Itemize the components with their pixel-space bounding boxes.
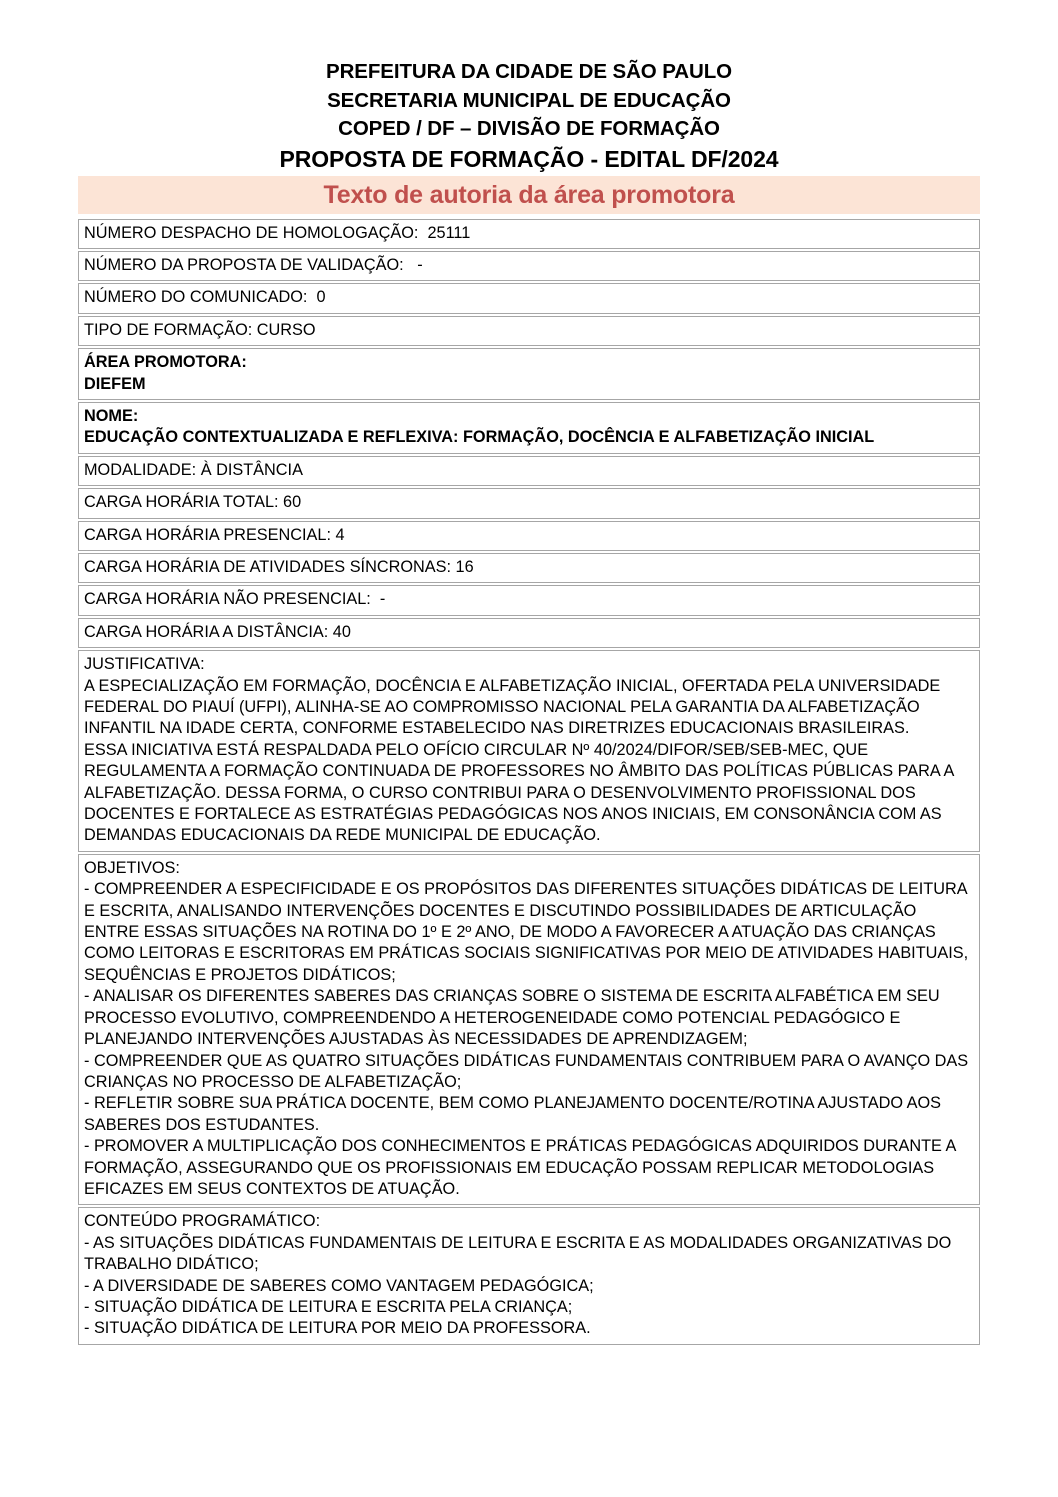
cell-numero-comunicado — [78, 283, 980, 313]
heading-line-prefeitura: PREFEITURA DA CIDADE DE SÃO PAULO — [326, 60, 732, 83]
cell-line: OBJETIVOS: — [84, 858, 180, 877]
cell-line: CARGA HORÁRIA A DISTÂNCIA: 40 — [84, 622, 351, 641]
table-row — [78, 456, 980, 486]
cell-line: CARGA HORÁRIA TOTAL: 60 — [84, 493, 302, 512]
cell-tipo-de-formacao — [78, 316, 980, 346]
cell-line: EDUCAÇÃO CONTEXTUALIZADA E REFLEXIVA: FORMAÇÃO, DOCÊNCIA E ALFABETIZAÇÃO INICIAL — [84, 428, 875, 447]
cell-line: - SITUAÇÃO DIDÁTICA DE LEITURA E ESCRITA PELA CRIANÇA; — [84, 1297, 573, 1316]
table-row — [78, 650, 980, 852]
cell-line: - ANALISAR OS DIFERENTES SABERES DAS CRIANÇAS SOBRE O SISTEMA DE ESCRITA ALFABÉTICA EM SEU PROCESSO EVOLUTIVO, COMPREENDENDO A HETEROGENEIDADE COMO POTENCIAL PEDAGÓGICO E PLANEJANDO INTERVENÇÕES AJUSTADAS ÀS NECESSIDADES DE APRENDIZAGEM; — [84, 987, 945, 1049]
cell-line: CARGA HORÁRIA NÃO PRESENCIAL: - — [84, 590, 386, 609]
cell-line: CARGA HORÁRIA DE ATIVIDADES SÍNCRONAS: 16 — [84, 557, 474, 576]
cell-line: - COMPREENDER QUE AS QUATRO SITUAÇÕES DIDÁTICAS FUNDAMENTAIS CONTRIBUEM PARA O AVANÇO DAS CRIANÇAS NO PROCESSO DE ALFABETIZAÇÃO; — [84, 1051, 973, 1091]
heading-line-secretaria: SECRETARIA MUNICIPAL DE EDUCAÇÃO — [327, 88, 731, 112]
table-row — [78, 488, 980, 518]
cell-line: - REFLETIR SOBRE SUA PRÁTICA DOCENTE, BEM COMO PLANEJAMENTO DOCENTE/ROTINA AJUSTADO AOS SABERES DOS ESTUDANTES. — [84, 1094, 946, 1134]
cell-line: ÁREA PROMOTORA: — [84, 353, 247, 372]
cell-carga-horaria-a-distancia — [78, 618, 980, 648]
cell-line: NOME: — [84, 406, 139, 425]
table-row — [78, 316, 980, 346]
cell-line: CARGA HORÁRIA PRESENCIAL: 4 — [84, 525, 345, 544]
table-row — [78, 585, 980, 615]
document-heading — [78, 58, 980, 175]
cell-line: NÚMERO DA PROPOSTA DE VALIDAÇÃO: - — [84, 255, 423, 274]
cell-line: - COMPREENDER A ESPECIFICIDADE E OS PROPÓSITOS DAS DIFERENTES SITUAÇÕES DIDÁTICAS DE LEITURA E ESCRITA, ANALISANDO INTERVENÇÕES DOCENTES E DISCUTINDO POSSIBILIDADES DE ARTICULAÇÃO ENTRE ESSAS SITUAÇÕES NA ROTINA DO 1º E 2º ANO, DE MODO A FAVORECER A ATUAÇÃO DAS CRIANÇAS COMO LEITORAS E ESCRITORAS EM PRÁTICAS SOCIAIS SIGNIFICATIVAS POR MEIO DE ATIVIDADES HABITUAIS, SEQUÊNCIAS E PROJETOS DIDÁTICOS; — [84, 880, 973, 984]
cell-modalidade — [78, 456, 980, 486]
table-row — [78, 1207, 980, 1344]
cell-nome-da-formacao — [78, 402, 980, 454]
heading-line-proposta: PROPOSTA DE FORMAÇÃO - EDITAL DF/2024 — [279, 145, 779, 172]
cell-numero-despacho-homologacao — [78, 219, 980, 249]
table-row — [78, 553, 980, 583]
proposal-form-body — [78, 219, 980, 1345]
table-row — [78, 521, 980, 551]
table-row — [78, 283, 980, 313]
cell-line: DIEFEM — [84, 374, 146, 393]
cell-carga-horaria-presencial — [78, 521, 980, 551]
cell-line: CONTEÚDO PROGRAMÁTICO: — [84, 1212, 321, 1231]
table-row — [78, 348, 980, 400]
cell-carga-horaria-nao-presencial — [78, 585, 980, 615]
cell-carga-horaria-total — [78, 488, 980, 518]
table-row — [78, 251, 980, 281]
cell-line: - PROMOVER A MULTIPLICAÇÃO DOS CONHECIMENTOS E PRÁTICAS PEDAGÓGICAS ADQUIRIDOS DURANTE A FORMAÇÃO, ASSEGURANDO QUE OS PROFISSIONAIS EM EDUCAÇÃO POSSAM REPLICAR METODOLOGIAS EFICAZES EM SEUS CONTEXTOS DE ATUAÇÃO. — [84, 1137, 961, 1198]
cell-line: NÚMERO DESPACHO DE HOMOLOGAÇÃO: 25111 — [84, 223, 471, 242]
heading-line-coped: COPED / DF – DIVISÃO DE FORMAÇÃO — [338, 117, 720, 140]
cell-line: ESSA INICIATIVA ESTÁ RESPALDADA PELO OFÍCIO CIRCULAR Nº 40/2024/DIFOR/SEB/SEB-MEC, QUE REGULAMENTA A FORMAÇÃO CONTINUADA DE PROFESSORES NO ÂMBITO DAS POLÍTICAS PÚBLICAS PARA A ALFABETIZAÇÃO. DESSA FORMA, O CURSO CONTRIBUI PARA O DESENVOLVIMENTO PROFISSIONAL DOS DOCENTES E FORTALECE AS ESTRATÉGIAS PEDAGÓGICAS NOS ANOS INICIAIS, EM CONSONÂNCIA COM AS DEMANDAS EDUCACIONAIS DA REDE MUNICIPAL DE EDUCAÇÃO. — [84, 740, 958, 845]
cell-line: A ESPECIALIZAÇÃO EM FORMAÇÃO, DOCÊNCIA E ALFABETIZAÇÃO INICIAL, OFERTADA PELA UNIVERSIDADE FEDERAL DO PIAUÍ (UFPI), ALINHA-SE AO COMPROMISSO NACIONAL PELA GARANTIA DA ALFABETIZAÇÃO INFANTIL NA IDADE CERTA, CONFORME ESTABELECIDO NAS DIRETRIZES EDUCACIONAIS BRASILEIRAS. — [84, 676, 945, 738]
promoter-authorship-band: Texto de autoria da área promotora — [78, 176, 980, 214]
cell-line: - A DIVERSIDADE DE SABERES COMO VANTAGEM PEDAGÓGICA; — [84, 1276, 594, 1295]
cell-conteudo-programatico — [78, 1207, 980, 1344]
cell-line: TIPO DE FORMAÇÃO: CURSO — [84, 320, 316, 339]
cell-line: MODALIDADE: À DISTÂNCIA — [84, 460, 303, 479]
cell-objetivos — [78, 854, 980, 1206]
table-row — [78, 618, 980, 648]
cell-justificativa — [78, 650, 980, 852]
cell-line: - SITUAÇÃO DIDÁTICA DE LEITURA POR MEIO DA PROFESSORA. — [84, 1319, 591, 1338]
cell-line: - AS SITUAÇÕES DIDÁTICAS FUNDAMENTAIS DE LEITURA E ESCRITA E AS MODALIDADES ORGANIZATIVAS DO TRABALHO DIDÁTICO; — [84, 1233, 956, 1274]
cell-line: JUSTIFICATIVA: — [84, 655, 205, 674]
table-row — [78, 854, 980, 1206]
cell-line: NÚMERO DO COMUNICADO: 0 — [84, 288, 326, 307]
cell-area-promotora — [78, 348, 980, 400]
cell-carga-horaria-atividades-sincronas — [78, 553, 980, 583]
table-row — [78, 219, 980, 249]
cell-numero-proposta-validacao — [78, 251, 980, 281]
proposal-form-table — [78, 217, 980, 1347]
table-row — [78, 402, 980, 454]
